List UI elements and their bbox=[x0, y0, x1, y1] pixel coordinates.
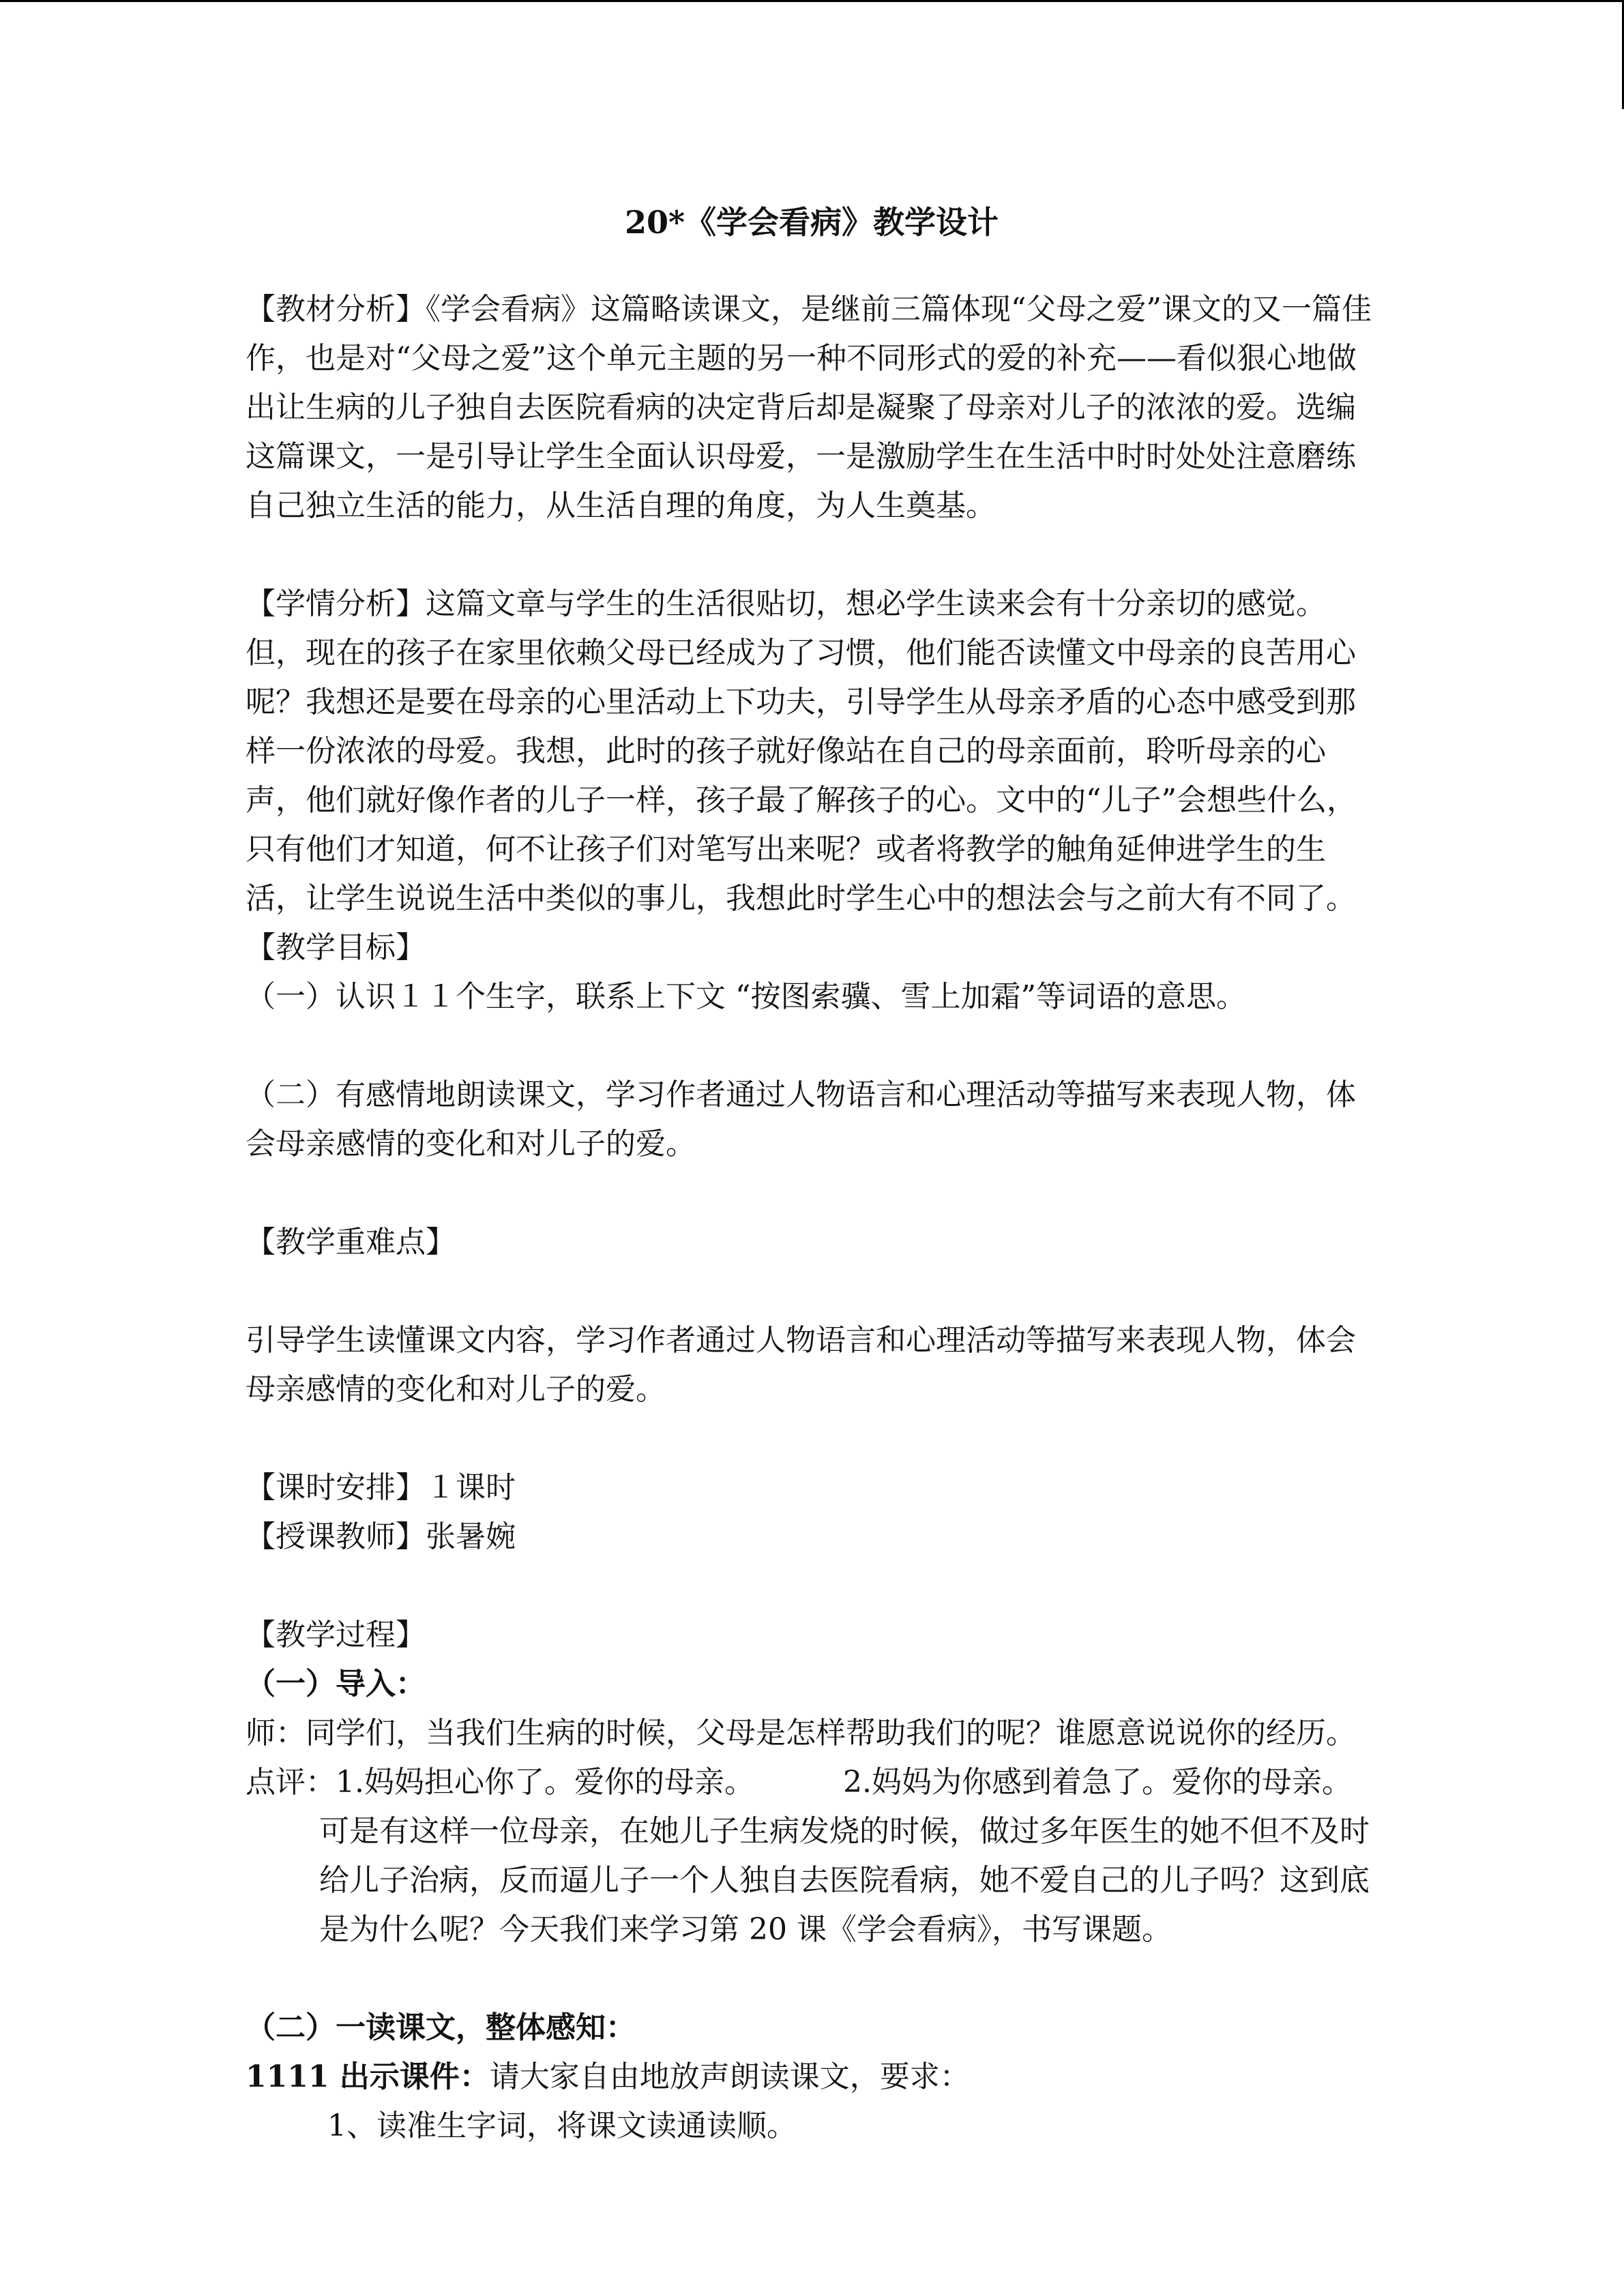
requirement-one: 1、读准生字词，将课文读通读顺。 bbox=[327, 2108, 797, 2143]
spacer bbox=[246, 1022, 1378, 1071]
class-schedule: 【课时安排】１课时 bbox=[246, 1470, 516, 1505]
teacher-name: 【授课教师】张暑婉 bbox=[246, 1519, 516, 1554]
courseware-text: 请大家自由地放声朗读课文，要求： bbox=[489, 2059, 970, 2094]
intro-comment bbox=[246, 1758, 1378, 1807]
spacer bbox=[246, 1562, 1378, 1611]
spacer bbox=[246, 1267, 1378, 1316]
document-title: 20*《学会看病》教学设计 bbox=[624, 204, 999, 241]
process-heading: 【教学过程】 bbox=[246, 1617, 426, 1652]
courseware-line bbox=[246, 2053, 1378, 2102]
page-top-border bbox=[0, 0, 1624, 2]
courseware-prefix: 1111 出示课件： bbox=[246, 2059, 490, 2094]
goal-one: （一）认识１１个生字，联系上下文 “按图索骥、雪上加霜”等词语的意思。 bbox=[246, 979, 1246, 1014]
intro-teacher-question: 师：同学们，当我们生病的时候，父母是怎样帮助我们的呢？谁愿意说说你的经历。 bbox=[246, 1716, 1356, 1750]
spacer bbox=[246, 1414, 1378, 1463]
key-points-heading: 【教学重难点】 bbox=[246, 1225, 456, 1259]
goals-heading: 【教学目标】 bbox=[246, 930, 426, 965]
goal-two: （二）有感情地朗读课文，学习作者通过人物语言和心理活动等描写来表现人物，体会母亲感情的变化和对儿子的爱。 bbox=[246, 1077, 1356, 1161]
comment-second: 2.妈妈为你感到着急了。爱你的母亲。 bbox=[842, 1765, 1352, 1800]
spacer bbox=[246, 1954, 1378, 2003]
spacer bbox=[246, 1169, 1378, 1218]
key-points-paragraph: 引导学生读懂课文内容，学习作者通过人物语言和心理活动等描写来表现人物，体会母亲感情的变化和对儿子的爱。 bbox=[246, 1323, 1356, 1407]
intro-heading: （一）导入： bbox=[246, 1667, 426, 1701]
read-heading: （二）一读课文，整体感知： bbox=[246, 2010, 636, 2045]
intro-story: 可是有这样一位母亲，在她儿子生病发烧的时候，做过多年医生的她不但不及时给儿子治病，反而逼儿子一个人独自去医院看病，她不爱自己的儿子吗？这到底是为什么呢？今天我们来学习第 20 课《学会看病》，书写课题。 bbox=[319, 1814, 1370, 1947]
material-analysis-paragraph: 【教材分析】《学会看病》这篇略读课文，是继前三篇体现“父母之爱”课文的又一篇佳作，也是对“父母之爱”这个单元主题的另一种不同形式的爱的补充——看似狠心地做出让生病的儿子独自去医院看病的决定背后却是凝聚了母亲对儿子的浓浓的爱。选编这篇课文，一是引导让学生全面认识母爱，一是激励学生在生活中时时处处注意磨练自己独立生活的能力，从生活自理的角度，为人生奠基。 bbox=[246, 292, 1372, 523]
spacer bbox=[246, 531, 1378, 580]
comment-first: 点评：1.妈妈担心你了。爱你的母亲。 bbox=[246, 1765, 754, 1800]
learner-analysis-paragraph: 【学情分析】这篇文章与学生的生活很贴切，想必学生读来会有十分亲切的感觉。但，现在的孩子在家里依赖父母已经成为了习惯，他们能否读懂文中母亲的良苦用心呢？我想还是要在母亲的心里活动上下功夫，引导学生从母亲矛盾的心态中感受到那样一份浓浓的母爱。我想，此时的孩子就好像站在自己的母亲面前，聆听母亲的心声，他们就好像作者的儿子一样，孩子最了解孩子的心。文中的“儿子”会想些什么，只有他们才知道，何不让孩子们对笔写出来呢？或者将教学的触角延伸进学生的生活，让学生说说生活中类似的事儿，我想此时学生心中的想法会与之前大有不同了。 bbox=[246, 586, 1357, 916]
document-page bbox=[246, 184, 1378, 2151]
